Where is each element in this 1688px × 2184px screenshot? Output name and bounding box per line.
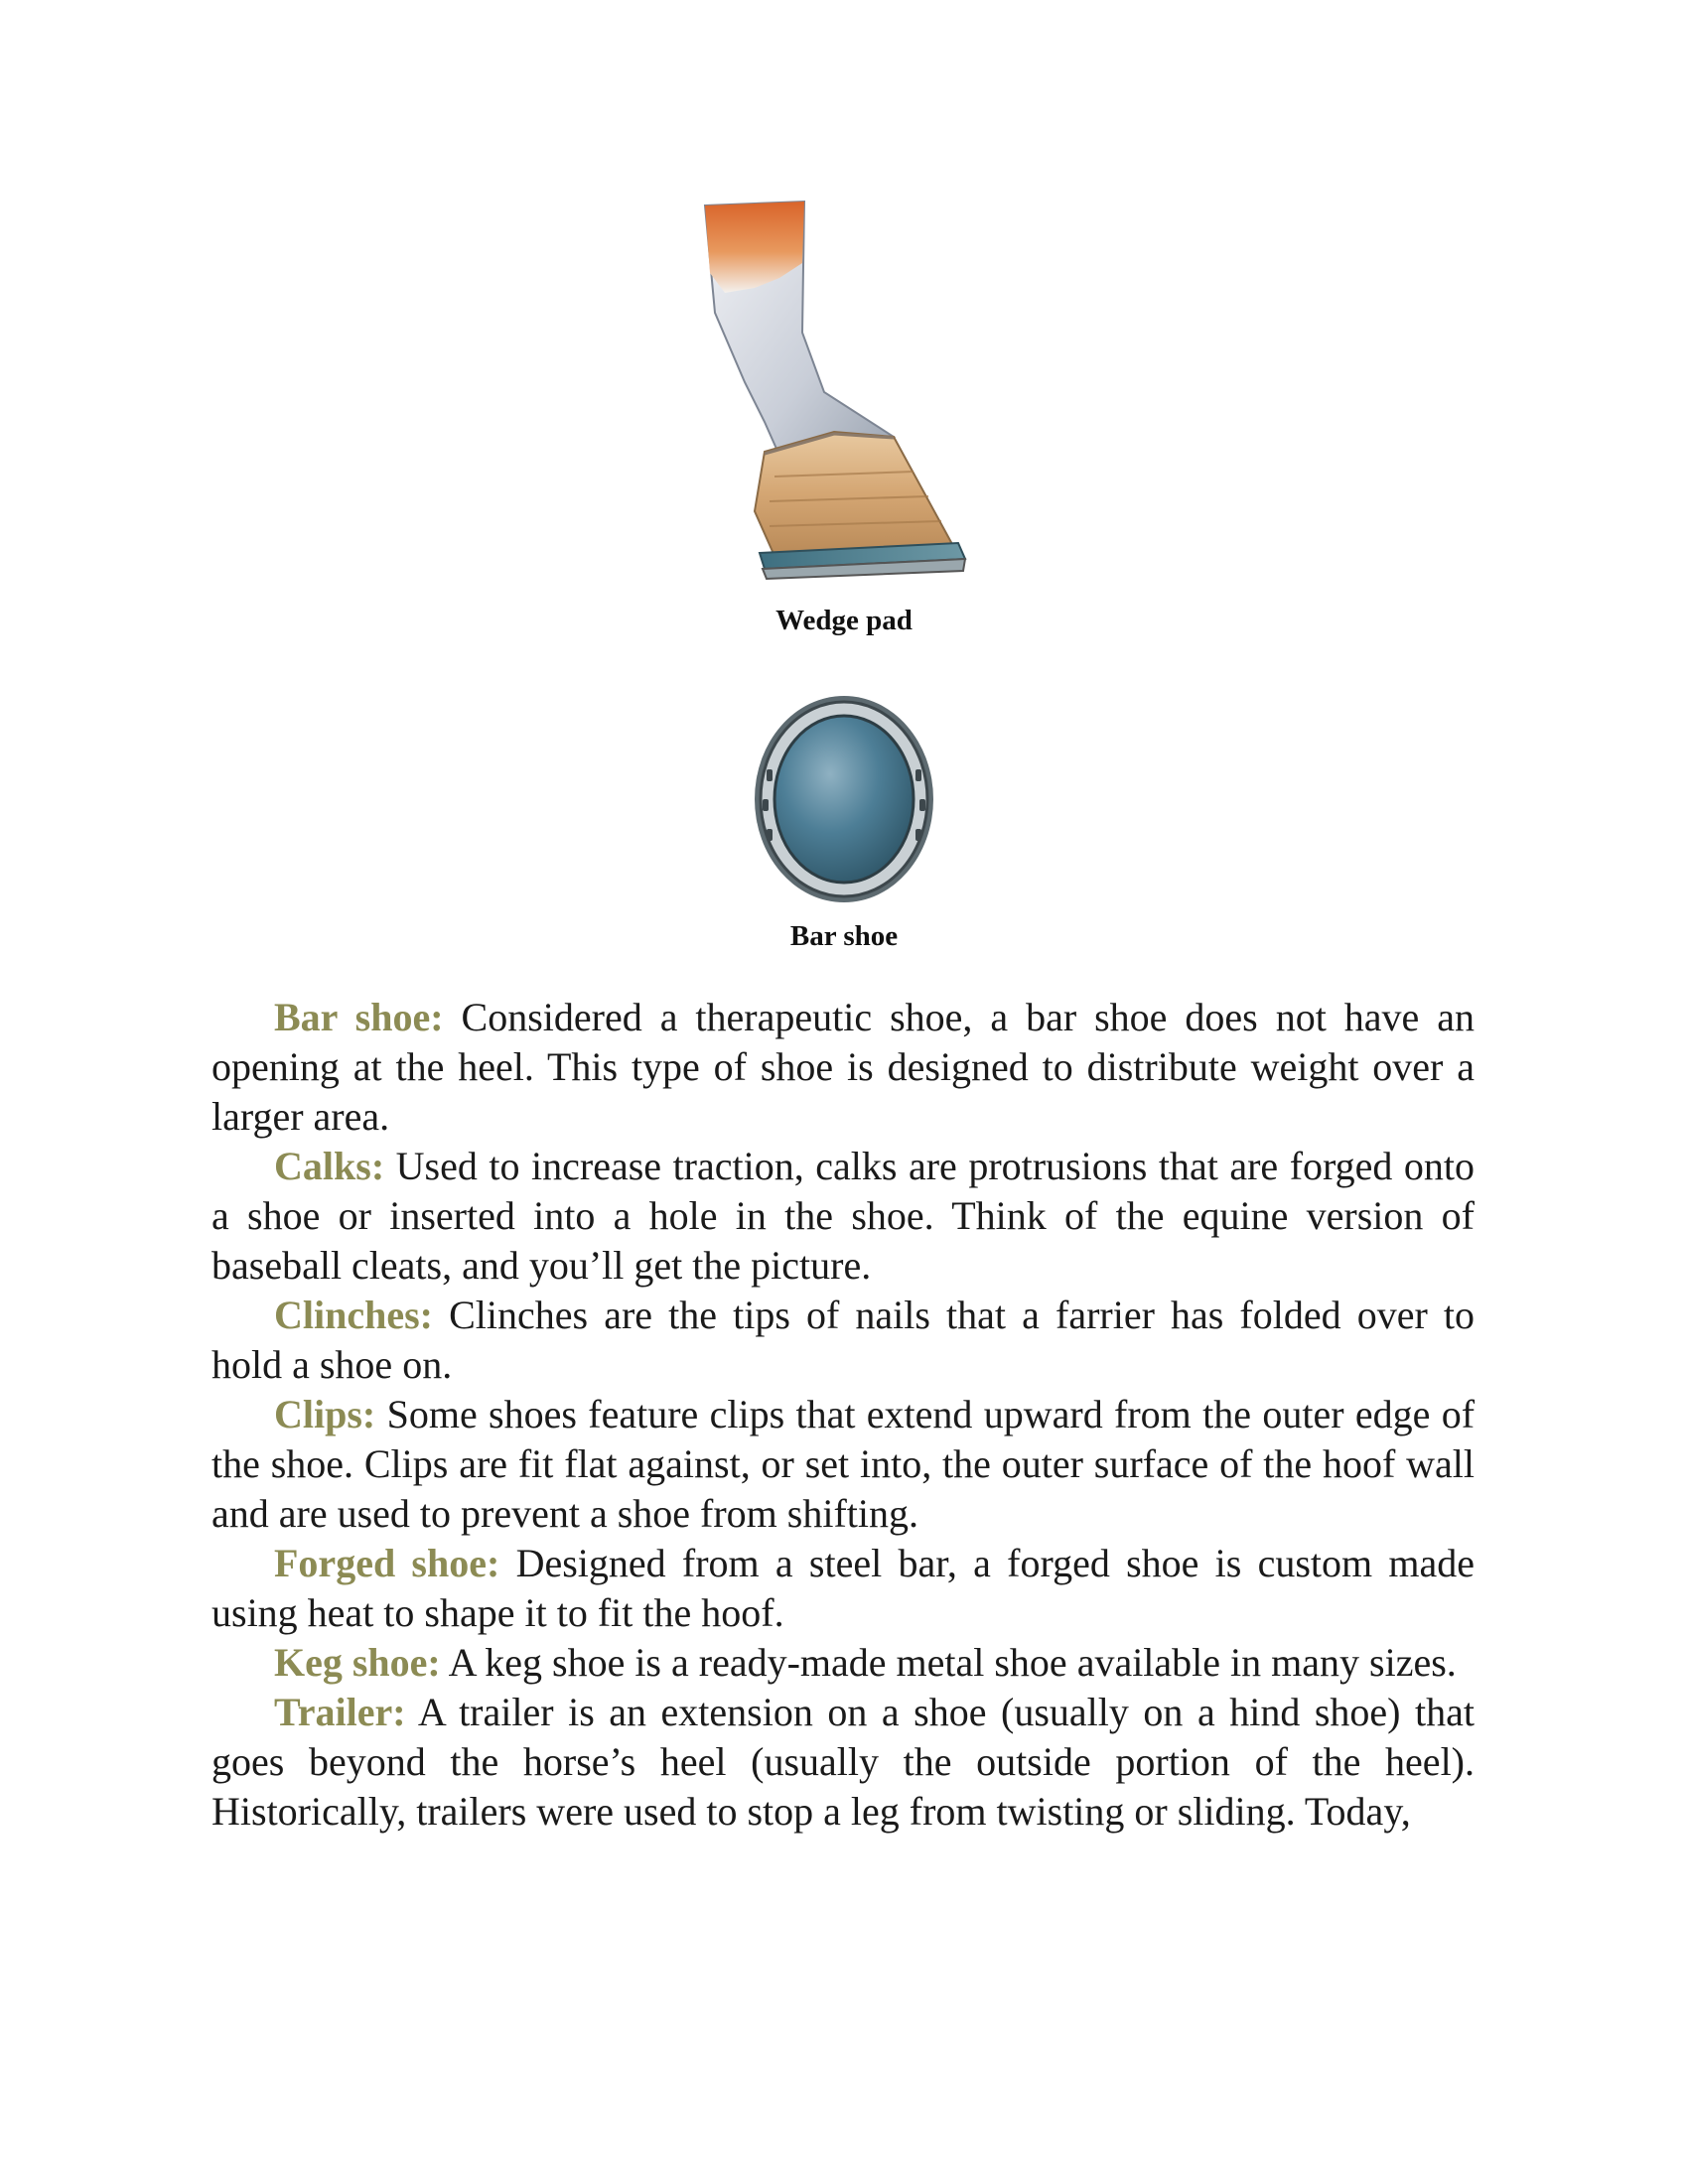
glossary-term: Bar shoe: (274, 995, 444, 1039)
glossary-definition: A trailer is an extension on a shoe (usually on a hind shoe) that goes beyond the horse’s heel (usually the outside portion of the heel). Historically, trailers were used to stop a leg from twisting or sliding. Today, (211, 1690, 1475, 1834)
glossary-text (211, 993, 1475, 1837)
glossary-definition: Some shoes feature clips that extend upward from the outer edge of the shoe. Clips are fit flat against, or set into, the outer surface of the hoof wall and are used to prevent a shoe from shifting. (211, 1392, 1476, 1536)
wedge-pad-figure (0, 194, 1688, 637)
glossary-definition: Clinches are the tips of nails that a farrier has folded over to hold a shoe on. (211, 1293, 1476, 1387)
glossary-definition: Considered a therapeutic shoe, a bar shoe does not have an opening at the heel. This type of shoe is designed to distribute weight over a larger area. (211, 995, 1476, 1139)
bar-shoe-illustration (745, 690, 943, 908)
glossary-entry-clips (211, 1390, 1475, 1539)
hoof-with-wedge-pad-illustration (685, 194, 1003, 591)
glossary-definition: A keg shoe is a ready-made metal shoe available in many sizes. (448, 1640, 1457, 1685)
glossary-entry-calks (211, 1142, 1475, 1291)
glossary-entry-keg-shoe (211, 1638, 1475, 1688)
glossary-term: Trailer: (274, 1690, 406, 1734)
glossary-term: Calks: (274, 1144, 385, 1188)
glossary-entry-forged-shoe (211, 1539, 1475, 1638)
glossary-term: Forged shoe: (274, 1541, 500, 1585)
glossary-entry-trailer (211, 1688, 1475, 1837)
glossary-entry-clinches (211, 1291, 1475, 1390)
glossary-term: Clinches: (274, 1293, 433, 1337)
bar-shoe-figure (0, 690, 1688, 953)
glossary-term: Keg shoe: (274, 1640, 441, 1685)
glossary-term: Clips: (274, 1392, 376, 1436)
figure-caption-bar-shoe: Bar shoe (789, 920, 899, 952)
glossary-definition: Designed from a steel bar, a forged shoe is custom made using heat to shape it to fit the hoof. (211, 1541, 1476, 1635)
figure-caption-wedge-pad: Wedge pad (775, 605, 913, 636)
glossary-definition: Used to increase traction, calks are protrusions that are forged onto a shoe or inserted into a hole in the shoe. Think of the equine version of baseball cleats, and you’ll get the picture. (211, 1144, 1475, 1288)
glossary-entry-bar-shoe (211, 993, 1475, 1142)
